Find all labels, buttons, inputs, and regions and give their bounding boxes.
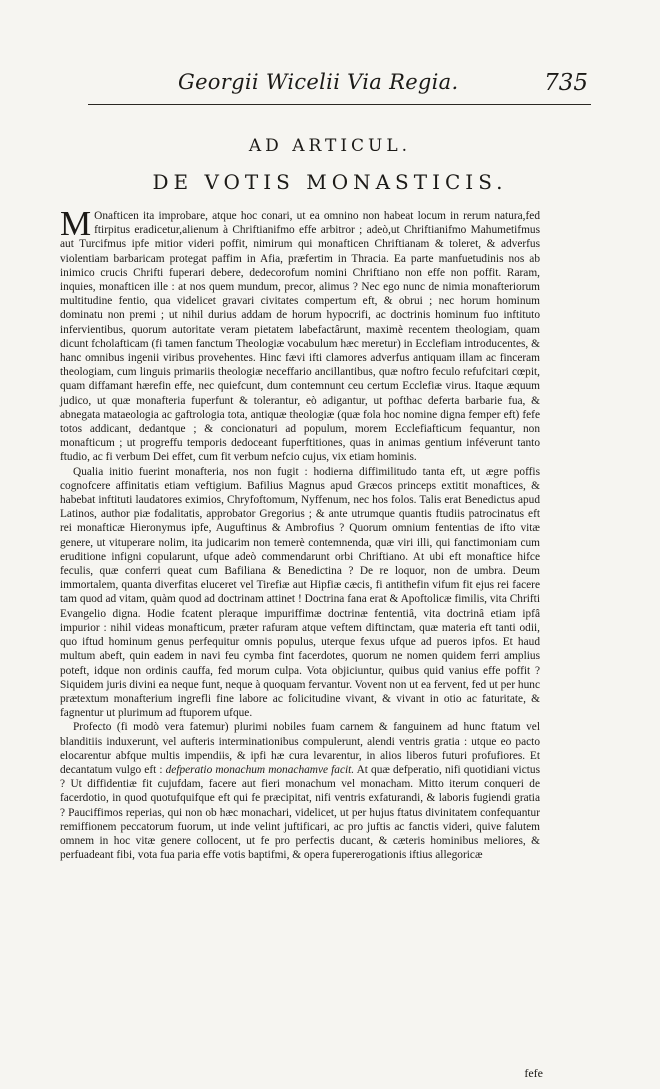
paragraph-text: Profecto (fi modò vera fatemur) plurimi nobiles fuam carnem & fanguinem ad hunc ftatum vel blanditiis induxerunt, vel aufteris interminationibus compulerunt, alendi ventris gratia : utque eo pacto elocarentur abfque multis impendiis, & ipfi hæ cura levarentur, in alios liberos futuri profufiores. Et decantatum vulgo eft : [60, 721, 540, 776]
page-number: 735 [544, 70, 588, 96]
header-rule [88, 104, 591, 105]
paragraph [60, 720, 540, 862]
paragraph-text: At quæ defperatio, nifi quotidiani victus ? Ut diffidentiæ fit cujufdam, facere aut fieri monachum vel monacham. Mitto iterum conqueri de facerdotio, in quod quotufquifque eft qui fe præcipitat, nifi ventris exfaturandi, & laboris fugiendi gratia ? Pauciffimos reperias, qui non ob hæc monachari, videlicet, ut per hujus ftatus divinitatem confequantur remiffionem peccatorum fuorum, ut inde velint juftificari, ac pro juftis ac fanctis videri, quive falutem omnem in hoc vitæ genere collocent, ut fe pro perfectis ducant, & cæteris hominibus meliores, & perfuadeant fibi, vota fua paria effe votis baptifmi, & opera fupererogationis iftius allegoricæ [60, 763, 540, 862]
running-title: Georgii Wicelii Via Regia. [178, 70, 459, 94]
body-text [60, 204, 540, 862]
page-header [88, 66, 588, 110]
paragraph [60, 204, 540, 465]
paragraph-text: Onafticen ita improbare, atque hoc conari, ut ea omnino non habeat locum in rerum natura,fed ftirpitus eradicetur,alienum à Chriftianifmo effe arbitror ; adeò,ut Chriftianifmo Mahumetifmus aut Turcifmus ipfe mitior videri poffit, nimirum qui monafticen Chriftianam & toleret, & adverfus violentiam barbaricam protegat paffim in Afia, præfertim in Thracia. Ea parte manfuetudinis nos ab inimico crucis Chrifti fuperari debere, dedecorofum nomini Chriftiano non effe non poffit. Raram, inquies, monafticen ille : at nos quem mundum, precor, alimus ? Nec ego nunc de nimia monafteriorum multitudine fentio, qua videlicet gravari civitates compertum eft, & obrui ; nec horum hominum dominatu non premi ; ut nihil durius addam de horum hypocrifi, ac doctrinis hominum fuo inftituto infervientibus, quorum autoritate veram pietatem labefactârunt, maximè recentem theologiam, quam dicunt fcholafticam (fi tamen fanctum Theologiæ vocabulum hæc meretur) in Ecclefiam introducentes, & hanc omnibus ingenii viribus provehentes. Hinc fævi ifti clamores adverfus antiquam illam ac finceram theologiam, cum linguis primariis theologiæ neceffario ancillantibus, quæ noftro feculo refufcitari cœpit, quam diffamant hærefin effe, nec quiefcunt, dum contemnunt ceu certum Ecclefiæ virus. Itaque æquum judico, ut quæ monafteria fuperfunt & tolerantur, eò adigantur, ut pofthac deferta barbarie fua, & abnegata mataeologia ac gaftrologia tota, antiquæ theologiæ (quæ fola hoc nomine digna femper eft) fefe totos addicant, dedantque ; & concionaturi ad populum, morem Ecclefiafticum fequantur, non monafticum ; ut progreffu temporis dedoceant fuperftitiones, quas in animas gentium inféverunt tanto ftudio, ac fi verbum Dei effet, cum fit verbum nefcio cujus, vix etiam hominis. [60, 210, 540, 464]
section-heading-article: AD ARTICUL. [248, 136, 412, 156]
catchword: fefe [524, 1066, 543, 1080]
paragraph-text: Qualia initio fuerint monafteria, nos non fugit : hodierna diffimilitudo tanta eft, ut ægre poffis cognofcere affinitatis etiam veftigium. Bafilius Magnus apud Græcos princeps extitit monaftices, & habebat inftituti laudatores eximios, Chryfoftomum, Nyffenum, nec hos folos. Talis erat Benedictus apud Latinos, author piæ fodalitatis, approbator Gregorius ; & ante utrumque quantis ftudiis patrocinatus eft rei monafticæ Hieronymus ipfe, Auguftinus & Ambrofius ? Quorum omnium fententias de ifto vitæ genere, ut vituperare nolim, ita judicarim non temerè contemnenda, quæ viri illi, qui fanctimoniam cum eruditione infigni copularunt, ufque adeò commendarunt orbi Chriftiano. At ubi eft monaftice hifce feculis, quæ conferri queat cum Bafiliana & Benedictina ? De re loquor, non de umbra. Deum immortalem, quanta diverfitas eluceret vel Tirefiæ aut Hipfiæ cæcis, fi antithefin vifum fit ejus rei facere tam quod ad vitam, quàm quod ad doctrinam attinet ! Doctrina fana erat & Apoftolicæ fimilis, vita Chrifti Evangelio digna. Hodie fcatent pleraque impuriffimæ doctrinæ fententiâ, vita doctrinâ etiam ipfâ impurior : nihil videas monafticum, præter rafuram atque veftem diftinctam, quæ materia eft tanti odii, quo iftud hominum genus perfequitur omnis populus, uterque fexus ufque ad pueros ipfos. Et haud multum abeft, quin eadem in navi feu cymba fint facerdotes, quorum ne nomen quidem ferri amplius poteft, idque non ordinis cauffa, fed morum culpa. Vota objiciuntur, quibus quid vanius effe poffit ? Siquidem juris divini ea neque funt, neque à quoquam fervantur. Vovent non ut ea fervent, fed ut per hunc prætextum monafterium ingrefli fine labore ac folicitudine vivant, & vivant in otio ac faturitate, & fagnentur ut plurimum ad ftuporem ufque. [60, 465, 540, 720]
italic-quotation: defperatio monachum monachamve facit. [165, 763, 355, 776]
drop-cap: M [60, 204, 92, 243]
paragraph [60, 465, 540, 721]
section-heading-title: DE VOTIS MONASTICIS. [152, 170, 508, 194]
